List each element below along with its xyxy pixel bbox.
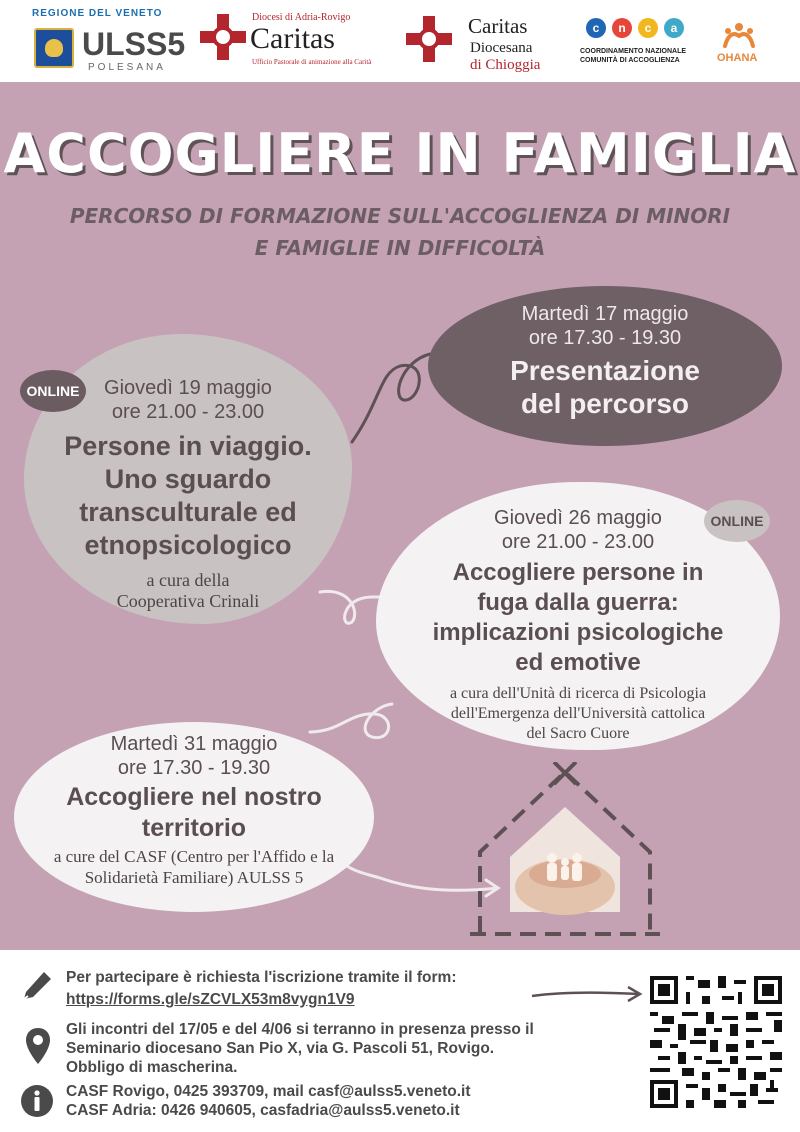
- cnca-dots: [586, 18, 686, 40]
- cnca-letter: c: [638, 18, 658, 38]
- topic-line: Accogliere persone in: [452, 559, 704, 586]
- logo-bar: [0, 0, 800, 82]
- ohana-name: OHANA: [717, 52, 758, 64]
- ulss-name: ULSS5: [82, 26, 186, 62]
- event-bubble-31-maggio: [14, 722, 374, 912]
- location-line: Seminario diocesano San Pio X, via G. Pascoli 51, Rovigo.: [66, 1040, 495, 1057]
- topic-line: del percorso: [520, 388, 690, 419]
- event-date: Martedì 17 maggio: [521, 303, 689, 325]
- caritas-adria-diocesi: Diocesi di Adria-Rovigo: [252, 12, 351, 23]
- caritas-chioggia-logo: [406, 8, 556, 78]
- info-icon: [20, 1084, 54, 1118]
- ulss5-logo: [30, 8, 186, 73]
- location-line: Obbligo di mascherina.: [66, 1059, 238, 1076]
- organizer-line: a cura dell'Unità di ricerca di Psicologia: [449, 685, 707, 702]
- poster-body: [0, 82, 800, 950]
- poster-title: ACCOGLIERE IN FAMIGLIA: [3, 122, 797, 185]
- caritas-chioggia-line3: di Chioggia: [470, 57, 541, 73]
- cnca-logo: [580, 8, 690, 72]
- topic-line: Uno sguardo: [104, 464, 272, 494]
- organizer-line: dell'Emergenza dell'Università cattolica: [450, 705, 706, 722]
- online-badge: ONLINE: [20, 370, 86, 412]
- topic-line: territorio: [141, 814, 247, 842]
- event-time: ore 17.30 - 19.30: [117, 757, 271, 779]
- arrow-right-icon: [530, 984, 644, 1004]
- caritas-chioggia-line1: Caritas: [468, 14, 528, 38]
- caritas-chioggia-line2: Diocesana: [470, 40, 533, 56]
- subtitle-line: E FAMIGLIE IN DIFFICOLTÀ: [254, 236, 546, 260]
- signup-form-link[interactable]: https://forms.gle/sZCVLX53m8vygn1V9: [66, 991, 355, 1008]
- ohana-figures-icon: [722, 22, 756, 48]
- ulss-sub: POLESANA: [88, 62, 166, 73]
- organizer-line: del Sacro Cuore: [526, 725, 630, 742]
- event-organizer: [376, 684, 780, 744]
- contact-rovigo: CASF Rovigo, 0425 393709, mail casf@aulss5.veneto.it: [66, 1083, 471, 1100]
- info-footer: [0, 950, 800, 1132]
- online-badge: ONLINE: [704, 500, 770, 542]
- caritas-adria-logo: [200, 8, 370, 72]
- signup-text: Per partecipare è richiesta l'iscrizione tramite il form:: [66, 969, 457, 986]
- ulss-region-text: REGIONE DEL VENETO: [32, 8, 163, 19]
- organizer-line: Cooperativa Crinali: [116, 591, 260, 611]
- event-date: Martedì 31 maggio: [110, 733, 278, 755]
- caritas-adria-ufficio: Ufficio Pastorale di animazione alla Carità: [252, 58, 372, 66]
- topic-line: Presentazione: [510, 355, 700, 386]
- topic-line: Accogliere nel nostro: [66, 783, 322, 811]
- event-bubble-17-maggio: [428, 286, 782, 446]
- event-organizer: [24, 570, 352, 612]
- organizer-line: a cure del CASF (Centro per l'Affido e la: [53, 847, 335, 866]
- qr-code[interactable]: [650, 976, 782, 1108]
- organizer-line: a cura della: [146, 570, 230, 590]
- caritas-cross-icon: [406, 16, 452, 62]
- event-time: ore 17.30 - 19.30: [528, 327, 682, 349]
- event-topic: [376, 558, 780, 678]
- cnca-line2: COMUNITÀ DI ACCOGLIENZA: [580, 57, 680, 64]
- cnca-letter: n: [612, 18, 632, 38]
- event-time: ore 21.00 - 23.00: [501, 531, 655, 553]
- event-organizer: [14, 846, 374, 888]
- organizer-line: Solidarietà Familiare) AULSS 5: [84, 868, 304, 887]
- veneto-shield-icon: [34, 28, 74, 68]
- event-topic: [14, 782, 374, 844]
- caritas-adria-name: Caritas: [250, 22, 335, 55]
- location-text: [66, 1020, 534, 1077]
- subtitle-line: PERCORSO DI FORMAZIONE SULL'ACCOGLIENZA DI MINORI: [69, 204, 731, 228]
- ohana-logo: [716, 8, 766, 72]
- location-line: Gli incontri del 17/05 e del 4/06 si terranno in presenza presso il: [66, 1021, 534, 1038]
- pen-icon: [20, 966, 56, 1002]
- topic-line: implicazioni psicologiche: [432, 619, 724, 646]
- topic-line: Persone in viaggio.: [64, 431, 312, 461]
- cnca-line1: COORDINAMENTO NAZIONALE: [580, 48, 687, 55]
- contact-adria: CASF Adria: 0426 940605, casfadria@aulss5.veneto.it: [66, 1102, 460, 1119]
- location-pin-icon: [24, 1026, 52, 1066]
- topic-line: ed emotive: [515, 649, 641, 676]
- topic-line: fuga dalla guerra:: [477, 589, 679, 616]
- event-date: Giovedì 19 maggio: [104, 377, 272, 399]
- cnca-letter: a: [664, 18, 684, 38]
- event-topic: [428, 354, 782, 420]
- topic-line: etnopsicologico: [84, 530, 292, 560]
- event-date: Giovedì 26 maggio: [494, 507, 662, 529]
- event-topic: [24, 430, 352, 562]
- event-time: ore 21.00 - 23.00: [111, 401, 265, 423]
- caritas-cross-icon: [200, 14, 246, 60]
- cnca-letter: c: [586, 18, 606, 38]
- family-house-illustration: [470, 762, 660, 942]
- topic-line: transculturale ed: [79, 497, 297, 527]
